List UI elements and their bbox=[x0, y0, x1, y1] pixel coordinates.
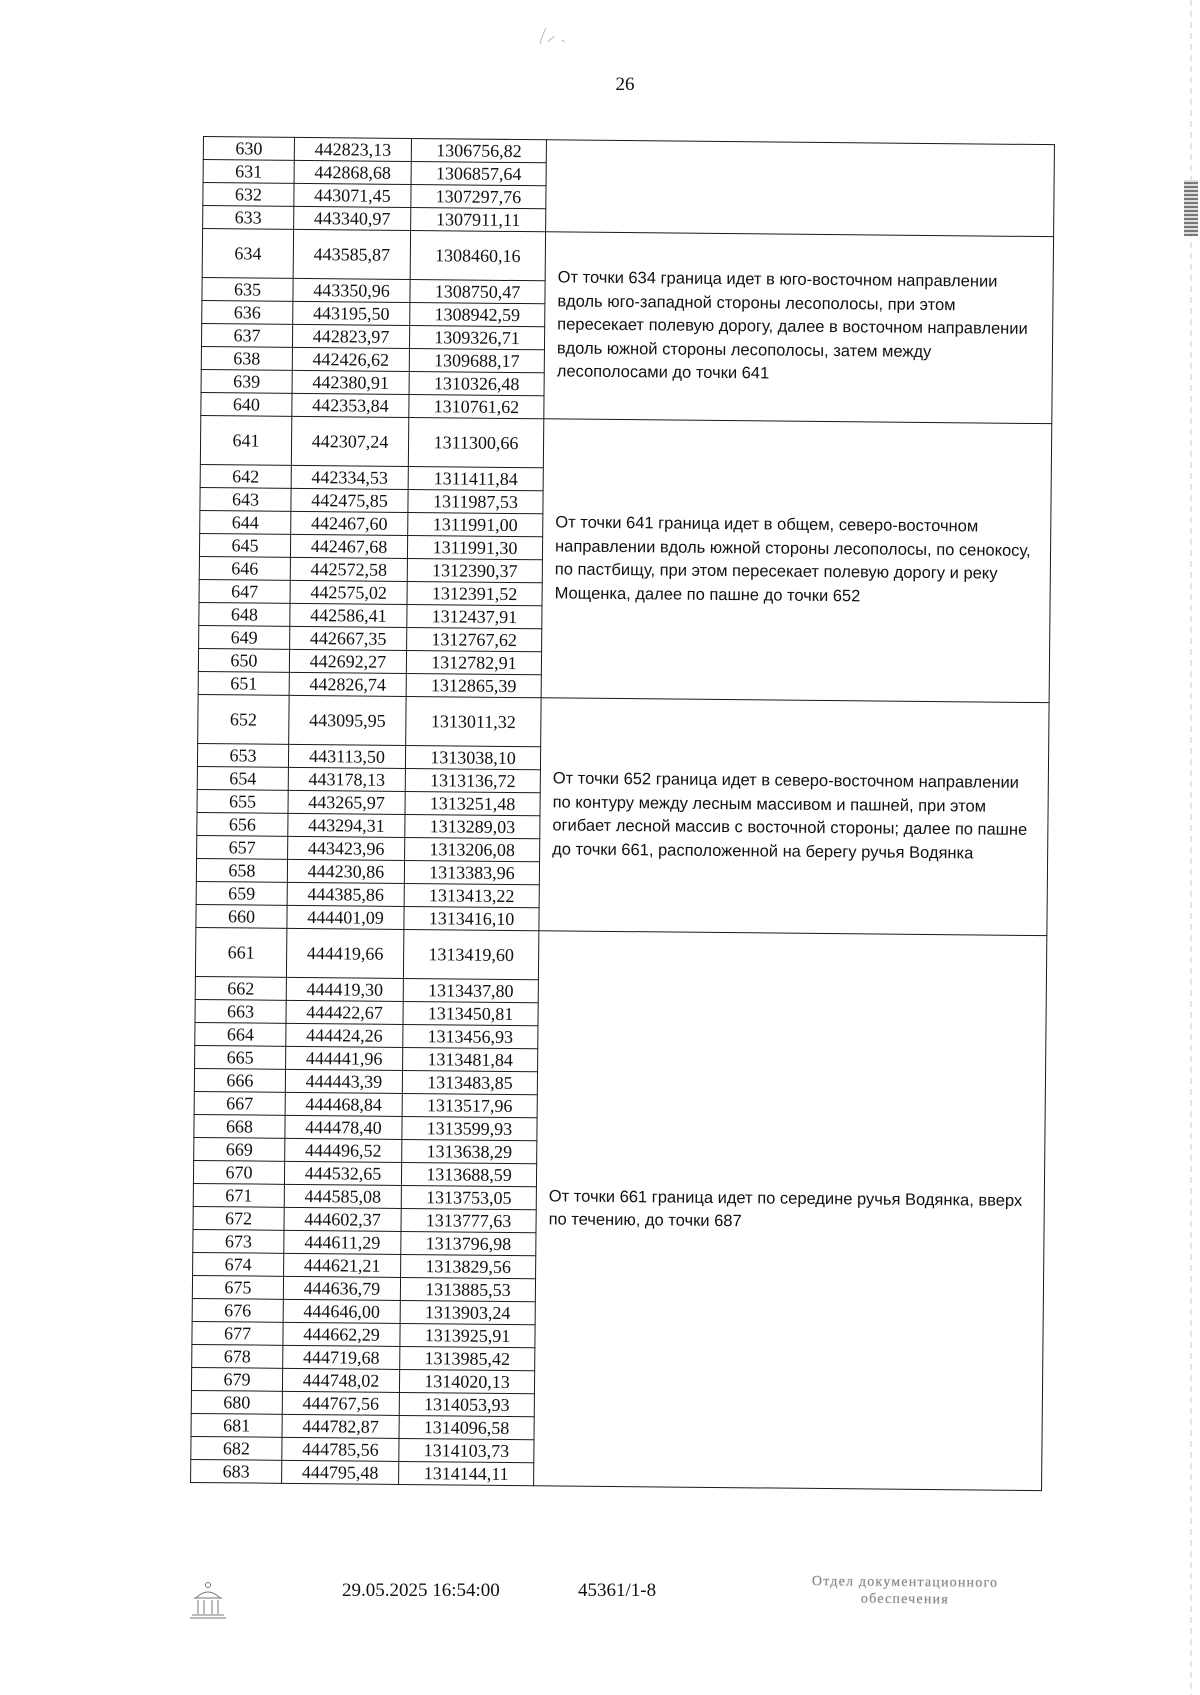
point-number-cell: 648 bbox=[199, 602, 290, 626]
point-number-cell: 674 bbox=[193, 1252, 284, 1276]
y-coordinate-cell: 1313206,08 bbox=[405, 837, 540, 861]
x-coordinate-cell: 444422,67 bbox=[286, 1000, 403, 1024]
x-coordinate-cell: 442353,84 bbox=[292, 393, 409, 417]
x-coordinate-cell: 443265,97 bbox=[288, 790, 405, 814]
page-edge-artifact bbox=[1185, 0, 1197, 1695]
library-logo-icon bbox=[186, 1580, 230, 1624]
y-coordinate-cell: 1313599,93 bbox=[402, 1116, 537, 1140]
x-coordinate-cell: 443340,97 bbox=[294, 206, 411, 230]
y-coordinate-cell: 1312391,52 bbox=[407, 581, 542, 605]
x-coordinate-cell: 443195,50 bbox=[293, 301, 410, 325]
y-coordinate-cell: 1314020,13 bbox=[399, 1369, 534, 1393]
y-coordinate-cell: 1313383,96 bbox=[404, 860, 539, 884]
y-coordinate-cell: 1314144,11 bbox=[399, 1461, 534, 1485]
x-coordinate-cell: 444385,86 bbox=[287, 882, 404, 906]
x-coordinate-cell: 444419,66 bbox=[286, 928, 403, 978]
table-row bbox=[202, 229, 1053, 286]
x-coordinate-cell: 443294,31 bbox=[288, 813, 405, 837]
y-coordinate-cell: 1311991,30 bbox=[407, 535, 542, 559]
y-coordinate-cell: 1314103,73 bbox=[399, 1438, 534, 1462]
x-coordinate-cell: 442826,74 bbox=[289, 672, 406, 696]
x-coordinate-cell: 442307,24 bbox=[291, 416, 408, 466]
y-coordinate-cell: 1309326,71 bbox=[409, 325, 544, 349]
y-coordinate-cell: 1311300,66 bbox=[408, 417, 543, 467]
y-coordinate-cell: 1313885,53 bbox=[400, 1277, 535, 1301]
point-number-cell: 679 bbox=[191, 1367, 282, 1391]
y-coordinate-cell: 1308460,16 bbox=[410, 230, 545, 280]
point-number-cell: 682 bbox=[191, 1436, 282, 1460]
y-coordinate-cell: 1314096,58 bbox=[399, 1415, 534, 1439]
y-coordinate-cell: 1313038,10 bbox=[405, 745, 540, 769]
x-coordinate-cell: 444441,96 bbox=[286, 1046, 403, 1070]
x-coordinate-cell: 444532,65 bbox=[284, 1161, 401, 1185]
y-coordinate-cell: 1309688,17 bbox=[409, 348, 544, 372]
scan-artifact bbox=[534, 22, 574, 52]
y-coordinate-cell: 1313483,85 bbox=[402, 1070, 537, 1094]
x-coordinate-cell: 442426,62 bbox=[292, 347, 409, 371]
point-number-cell: 637 bbox=[201, 323, 292, 347]
x-coordinate-cell: 442667,35 bbox=[290, 626, 407, 650]
y-coordinate-cell: 1313450,81 bbox=[403, 1001, 538, 1025]
point-number-cell: 647 bbox=[199, 579, 290, 603]
boundary-description-cell bbox=[546, 140, 1055, 237]
point-number-cell: 635 bbox=[202, 277, 293, 301]
x-coordinate-cell: 442823,97 bbox=[292, 324, 409, 348]
point-number-cell: 664 bbox=[195, 1022, 286, 1046]
point-number-cell: 661 bbox=[195, 927, 286, 977]
point-number-cell: 678 bbox=[192, 1344, 283, 1368]
point-number-cell: 667 bbox=[194, 1091, 285, 1115]
point-number-cell: 669 bbox=[194, 1137, 285, 1161]
y-coordinate-cell: 1313416,10 bbox=[404, 906, 539, 930]
point-number-cell: 668 bbox=[194, 1114, 285, 1138]
y-coordinate-cell: 1313753,05 bbox=[401, 1185, 536, 1209]
x-coordinate-cell: 444646,00 bbox=[283, 1299, 400, 1323]
point-number-cell: 653 bbox=[197, 743, 288, 767]
point-number-cell: 677 bbox=[192, 1321, 283, 1345]
coordinates-table bbox=[190, 136, 1055, 1491]
y-coordinate-cell: 1307911,11 bbox=[411, 207, 546, 231]
boundary-description-cell: От точки 641 граница идет в общем, северо-восточном направлении вдоль южной стороны лесополосы, по сенокосу, по пастбищу, при этом пересекает полевую дорогу и реку Мощенка, далее по пашне до точки 652 bbox=[541, 419, 1052, 703]
point-number-cell: 657 bbox=[197, 835, 288, 859]
point-number-cell: 659 bbox=[196, 881, 287, 905]
x-coordinate-cell: 442467,68 bbox=[290, 534, 407, 558]
point-number-cell: 640 bbox=[201, 392, 292, 416]
y-coordinate-cell: 1306857,64 bbox=[411, 162, 546, 186]
footer-document-code: 45361/1-8 bbox=[578, 1580, 657, 1601]
point-number-cell: 672 bbox=[193, 1206, 284, 1230]
x-coordinate-cell: 444443,39 bbox=[285, 1069, 402, 1093]
point-number-cell: 670 bbox=[193, 1160, 284, 1184]
y-coordinate-cell: 1312437,91 bbox=[407, 604, 542, 628]
x-coordinate-cell: 444478,40 bbox=[285, 1115, 402, 1139]
y-coordinate-cell: 1306756,82 bbox=[411, 139, 546, 163]
y-coordinate-cell: 1313796,98 bbox=[401, 1231, 536, 1255]
point-number-cell: 645 bbox=[199, 533, 290, 557]
footer-datetime: 29.05.2025 16:54:00 bbox=[342, 1580, 500, 1601]
department-stamp bbox=[755, 1573, 1055, 1610]
point-number-cell: 683 bbox=[191, 1459, 282, 1483]
y-coordinate-cell: 1310761,62 bbox=[409, 394, 544, 418]
x-coordinate-cell: 442575,02 bbox=[290, 580, 407, 604]
x-coordinate-cell: 442334,53 bbox=[291, 465, 408, 489]
x-coordinate-cell: 442572,58 bbox=[290, 557, 407, 581]
x-coordinate-cell: 443585,87 bbox=[293, 229, 410, 279]
y-coordinate-cell: 1311991,00 bbox=[408, 512, 543, 536]
y-coordinate-cell: 1312782,91 bbox=[406, 650, 541, 674]
boundary-description-cell: От точки 652 граница идет в северо-восточном направлении по контуру между лесным массивом и пашней, при этом огибает лесной массив с восточной стороны; далее по пашне до точки 661, расположенной на берегу ручья Водянка bbox=[539, 698, 1049, 936]
x-coordinate-cell: 443095,95 bbox=[289, 695, 406, 745]
y-coordinate-cell: 1313456,93 bbox=[403, 1024, 538, 1048]
x-coordinate-cell: 444767,56 bbox=[282, 1391, 399, 1415]
point-number-cell: 671 bbox=[193, 1183, 284, 1207]
x-coordinate-cell: 444401,09 bbox=[287, 905, 404, 929]
y-coordinate-cell: 1314053,93 bbox=[399, 1392, 534, 1416]
page-number: 26 bbox=[615, 74, 635, 95]
point-number-cell: 675 bbox=[192, 1275, 283, 1299]
x-coordinate-cell: 442467,60 bbox=[291, 511, 408, 535]
boundary-description-cell: От точки 634 граница идет в юго-восточном направлении вдоль юго-западной стороны лесополосы, при этом пересекает полевую дорогу, далее в восточном направлении вдоль южной стороны лесополосы, затем между лесополосами до точки 641 bbox=[544, 232, 1054, 424]
point-number-cell: 633 bbox=[203, 206, 294, 230]
x-coordinate-cell: 442475,85 bbox=[291, 488, 408, 512]
point-number-cell: 666 bbox=[194, 1068, 285, 1092]
point-number-cell: 632 bbox=[203, 183, 294, 207]
x-coordinate-cell: 444602,37 bbox=[284, 1207, 401, 1231]
table-row bbox=[198, 694, 1049, 751]
x-coordinate-cell: 442868,68 bbox=[294, 160, 411, 184]
x-coordinate-cell: 444782,87 bbox=[282, 1414, 399, 1438]
y-coordinate-cell: 1313829,56 bbox=[401, 1254, 536, 1278]
point-number-cell: 646 bbox=[199, 556, 290, 580]
y-coordinate-cell: 1313517,96 bbox=[402, 1093, 537, 1117]
y-coordinate-cell: 1308750,47 bbox=[410, 279, 545, 303]
x-coordinate-cell: 444468,84 bbox=[285, 1092, 402, 1116]
y-coordinate-cell: 1311411,84 bbox=[408, 466, 543, 490]
point-number-cell: 662 bbox=[195, 976, 286, 1000]
y-coordinate-cell: 1313289,03 bbox=[405, 814, 540, 838]
x-coordinate-cell: 443423,96 bbox=[288, 836, 405, 860]
y-coordinate-cell: 1313481,84 bbox=[403, 1047, 538, 1071]
x-coordinate-cell: 444662,29 bbox=[283, 1322, 400, 1346]
point-number-cell: 651 bbox=[198, 671, 289, 695]
point-number-cell: 673 bbox=[193, 1229, 284, 1253]
point-number-cell: 639 bbox=[201, 369, 292, 393]
table-row bbox=[195, 927, 1046, 984]
x-coordinate-cell: 443350,96 bbox=[293, 278, 410, 302]
table-row bbox=[200, 415, 1051, 472]
x-coordinate-cell: 444636,79 bbox=[283, 1276, 400, 1300]
y-coordinate-cell: 1312390,37 bbox=[407, 558, 542, 582]
y-coordinate-cell: 1312767,62 bbox=[407, 627, 542, 651]
point-number-cell: 660 bbox=[196, 904, 287, 928]
point-number-cell: 656 bbox=[197, 812, 288, 836]
y-coordinate-cell: 1313419,60 bbox=[403, 929, 538, 979]
y-coordinate-cell: 1311987,53 bbox=[408, 489, 543, 513]
x-coordinate-cell: 444748,02 bbox=[282, 1368, 399, 1392]
point-number-cell: 650 bbox=[198, 648, 289, 672]
x-coordinate-cell: 444585,08 bbox=[284, 1184, 401, 1208]
y-coordinate-cell: 1308942,59 bbox=[410, 302, 545, 326]
y-coordinate-cell: 1307297,76 bbox=[411, 184, 546, 208]
y-coordinate-cell: 1310326,48 bbox=[409, 371, 544, 395]
x-coordinate-cell: 444424,26 bbox=[286, 1023, 403, 1047]
x-coordinate-cell: 444719,68 bbox=[283, 1345, 400, 1369]
x-coordinate-cell: 444496,52 bbox=[285, 1138, 402, 1162]
y-coordinate-cell: 1313413,22 bbox=[404, 883, 539, 907]
y-coordinate-cell: 1313011,32 bbox=[406, 696, 541, 746]
x-coordinate-cell: 443071,45 bbox=[294, 183, 411, 207]
point-number-cell: 642 bbox=[200, 464, 291, 488]
point-number-cell: 654 bbox=[197, 766, 288, 790]
x-coordinate-cell: 444611,29 bbox=[284, 1230, 401, 1254]
page-edge-mark bbox=[1184, 180, 1198, 236]
point-number-cell: 643 bbox=[200, 487, 291, 511]
stamp-line-1: Отдел документационного bbox=[811, 1574, 999, 1591]
x-coordinate-cell: 444230,86 bbox=[287, 859, 404, 883]
y-coordinate-cell: 1313688,59 bbox=[401, 1162, 536, 1186]
x-coordinate-cell: 444785,56 bbox=[282, 1437, 399, 1461]
y-coordinate-cell: 1313136,72 bbox=[405, 768, 540, 792]
x-coordinate-cell: 443113,50 bbox=[288, 744, 405, 768]
point-number-cell: 680 bbox=[191, 1390, 282, 1414]
point-number-cell: 655 bbox=[197, 789, 288, 813]
point-number-cell: 641 bbox=[200, 415, 291, 465]
x-coordinate-cell: 442586,41 bbox=[290, 603, 407, 627]
point-number-cell: 644 bbox=[200, 510, 291, 534]
y-coordinate-cell: 1313985,42 bbox=[400, 1346, 535, 1370]
boundary-description-cell: От точки 661 граница идет по середине ручья Водянка, вверх по течению, до точки 687 bbox=[534, 931, 1047, 1491]
y-coordinate-cell: 1313638,29 bbox=[402, 1139, 537, 1163]
x-coordinate-cell: 442380,91 bbox=[292, 370, 409, 394]
x-coordinate-cell: 444621,21 bbox=[284, 1253, 401, 1277]
point-number-cell: 649 bbox=[199, 625, 290, 649]
x-coordinate-cell: 443178,13 bbox=[288, 767, 405, 791]
y-coordinate-cell: 1313777,63 bbox=[401, 1208, 536, 1232]
point-number-cell: 681 bbox=[191, 1413, 282, 1437]
x-coordinate-cell: 442692,27 bbox=[289, 649, 406, 673]
point-number-cell: 634 bbox=[202, 229, 293, 279]
point-number-cell: 630 bbox=[203, 137, 294, 161]
point-number-cell: 658 bbox=[196, 858, 287, 882]
point-number-cell: 636 bbox=[202, 300, 293, 324]
x-coordinate-cell: 442823,13 bbox=[294, 137, 411, 161]
point-number-cell: 676 bbox=[192, 1298, 283, 1322]
y-coordinate-cell: 1313437,80 bbox=[403, 978, 538, 1002]
point-number-cell: 652 bbox=[198, 694, 289, 744]
stamp-line-2: обеспечения bbox=[860, 1591, 949, 1608]
y-coordinate-cell: 1312865,39 bbox=[406, 673, 541, 697]
y-coordinate-cell: 1313903,24 bbox=[400, 1300, 535, 1324]
point-number-cell: 631 bbox=[203, 160, 294, 184]
x-coordinate-cell: 444419,30 bbox=[286, 977, 403, 1001]
point-number-cell: 638 bbox=[201, 346, 292, 370]
point-number-cell: 663 bbox=[195, 999, 286, 1023]
x-coordinate-cell: 444795,48 bbox=[282, 1460, 399, 1484]
point-number-cell: 665 bbox=[195, 1045, 286, 1069]
y-coordinate-cell: 1313925,91 bbox=[400, 1323, 535, 1347]
y-coordinate-cell: 1313251,48 bbox=[405, 791, 540, 815]
